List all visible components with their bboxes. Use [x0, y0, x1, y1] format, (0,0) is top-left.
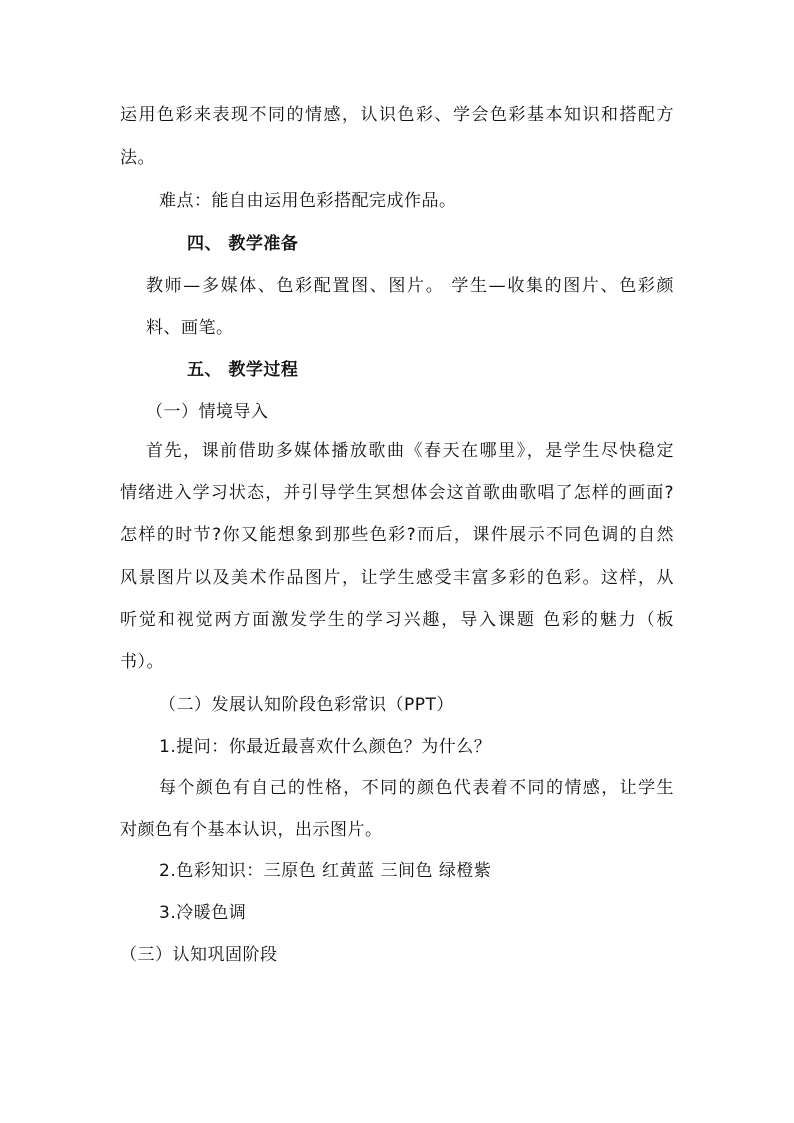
- text-line-18: 对颜色有个基本认识，出示图片。: [120, 820, 383, 840]
- text-line-1: 运用色彩来表现不同的情感，认识色彩、学会色彩基本知识和搭配方: [120, 105, 674, 125]
- text-line-11: 怎样的时节?你又能想象到那些色彩?而后，课件展示不同色调的自然: [120, 525, 674, 545]
- text-line-3: 难点：能自由运用色彩搭配完成作品。: [159, 191, 457, 211]
- text-line-2: 法。: [120, 148, 155, 168]
- text-line-6: 料、画笔。: [146, 318, 234, 338]
- subsection-heading-2: （二）发展认知阶段色彩常识（PPT）: [159, 695, 454, 715]
- text-line-14: 书）。: [120, 652, 164, 672]
- subsection-heading-3: （三）认知巩固阶段: [120, 945, 278, 965]
- text-line-19: 2.色彩知识：三原色 红黄蓝 三间色 绿橙紫: [159, 861, 492, 881]
- text-line-13: 听觉和视觉两方面激发学生的学习兴趣，导入课题 色彩的魅力（板: [120, 610, 674, 630]
- subsection-heading-1: （一）情境导入: [146, 402, 269, 422]
- text-line-12: 风景图片以及美术作品图片，让学生感受丰富多彩的色彩。这样，从: [120, 568, 674, 588]
- text-line-17: 每个颜色有自己的性格，不同的颜色代表着不同的情感，让学生: [159, 778, 674, 798]
- section-heading-5: 五、 教学过程: [187, 360, 299, 380]
- section-heading-4: 四、 教学准备: [187, 234, 299, 254]
- text-line-16: 1.提问：你最近最喜欢什么颜色？为什么？: [159, 737, 492, 757]
- text-line-5: 教师—多媒体、色彩配置图、图片。 学生—收集的图片、色彩颜: [146, 276, 674, 296]
- text-line-20: 3.冷暖色调: [159, 903, 247, 923]
- text-line-9: 首先，课前借助多媒体播放歌曲《春天在哪里》，是学生尽快稳定: [146, 441, 674, 461]
- text-line-10: 情绪进入学习状态，并引导学生冥想体会这首歌曲歌唱了怎样的画面?: [120, 483, 674, 503]
